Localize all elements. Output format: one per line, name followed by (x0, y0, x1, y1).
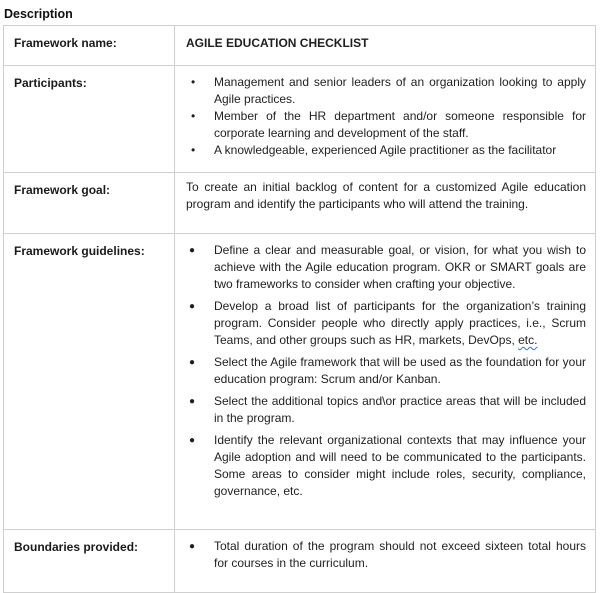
list-item-text: Develop a broad list of participants for the organization’s training program. Consider people who directly apply practices, i.e., Scrum Teams, and other groups such as HR, markets, DevOps, (214, 299, 586, 347)
row-value (175, 530, 596, 593)
row-value (175, 26, 596, 66)
spellcheck-flagged-text: etc. (518, 333, 538, 347)
row-value (175, 234, 596, 530)
list-item: ● Define a clear and measurable goal, or vision, for what you wish to achieve with the Agile education program. OKR or SMART goals are two frameworks to consider when crafting your objective. (186, 242, 586, 293)
row-label: Framework name: (4, 26, 175, 66)
row-value (175, 173, 596, 234)
row-label: Boundaries provided: (4, 530, 175, 593)
goal-text: To create an initial backlog of content for a customized Agile education program and identify the participants who will attend the training. (186, 180, 586, 211)
list-item (186, 298, 586, 349)
list-item: ● Select the additional topics and\or practice areas that will be included in the program. (186, 393, 586, 427)
table-row-guidelines (4, 234, 596, 530)
guidelines-list (186, 240, 586, 500)
table-row-framework-name (4, 26, 596, 66)
section-title: Description (4, 7, 73, 21)
table-row-participants (4, 66, 596, 173)
list-item: ● Identify the relevant organizational contexts that may influence your Agile adoption and will need to be communicated to the participants. Some areas to consider might include roles, security, compliance, governance, etc. (186, 432, 586, 500)
row-label: Framework guidelines: (4, 234, 175, 530)
row-label: Framework goal: (4, 173, 175, 234)
participants-list (186, 72, 586, 159)
boundaries-list (186, 536, 586, 572)
list-item: • Management and senior leaders of an organization looking to apply Agile practices. (186, 74, 586, 108)
list-item: ● Select the Agile framework that will be used as the foundation for your education program: Scrum and/or Kanban. (186, 354, 586, 388)
list-item: • Member of the HR department and/or someone responsible for corporate learning and development of the staff. (186, 108, 586, 142)
row-value (175, 66, 596, 173)
row-label: Participants: (4, 66, 175, 173)
framework-description-table (3, 25, 596, 593)
list-item: • A knowledgeable, experienced Agile practitioner as the facilitator (186, 142, 586, 159)
framework-name-value: AGILE EDUCATION CHECKLIST (186, 36, 369, 50)
table-row-boundaries (4, 530, 596, 593)
list-item: ● Total duration of the program should not exceed sixteen total hours for courses in the curriculum. (186, 538, 586, 572)
table-row-goal (4, 173, 596, 234)
